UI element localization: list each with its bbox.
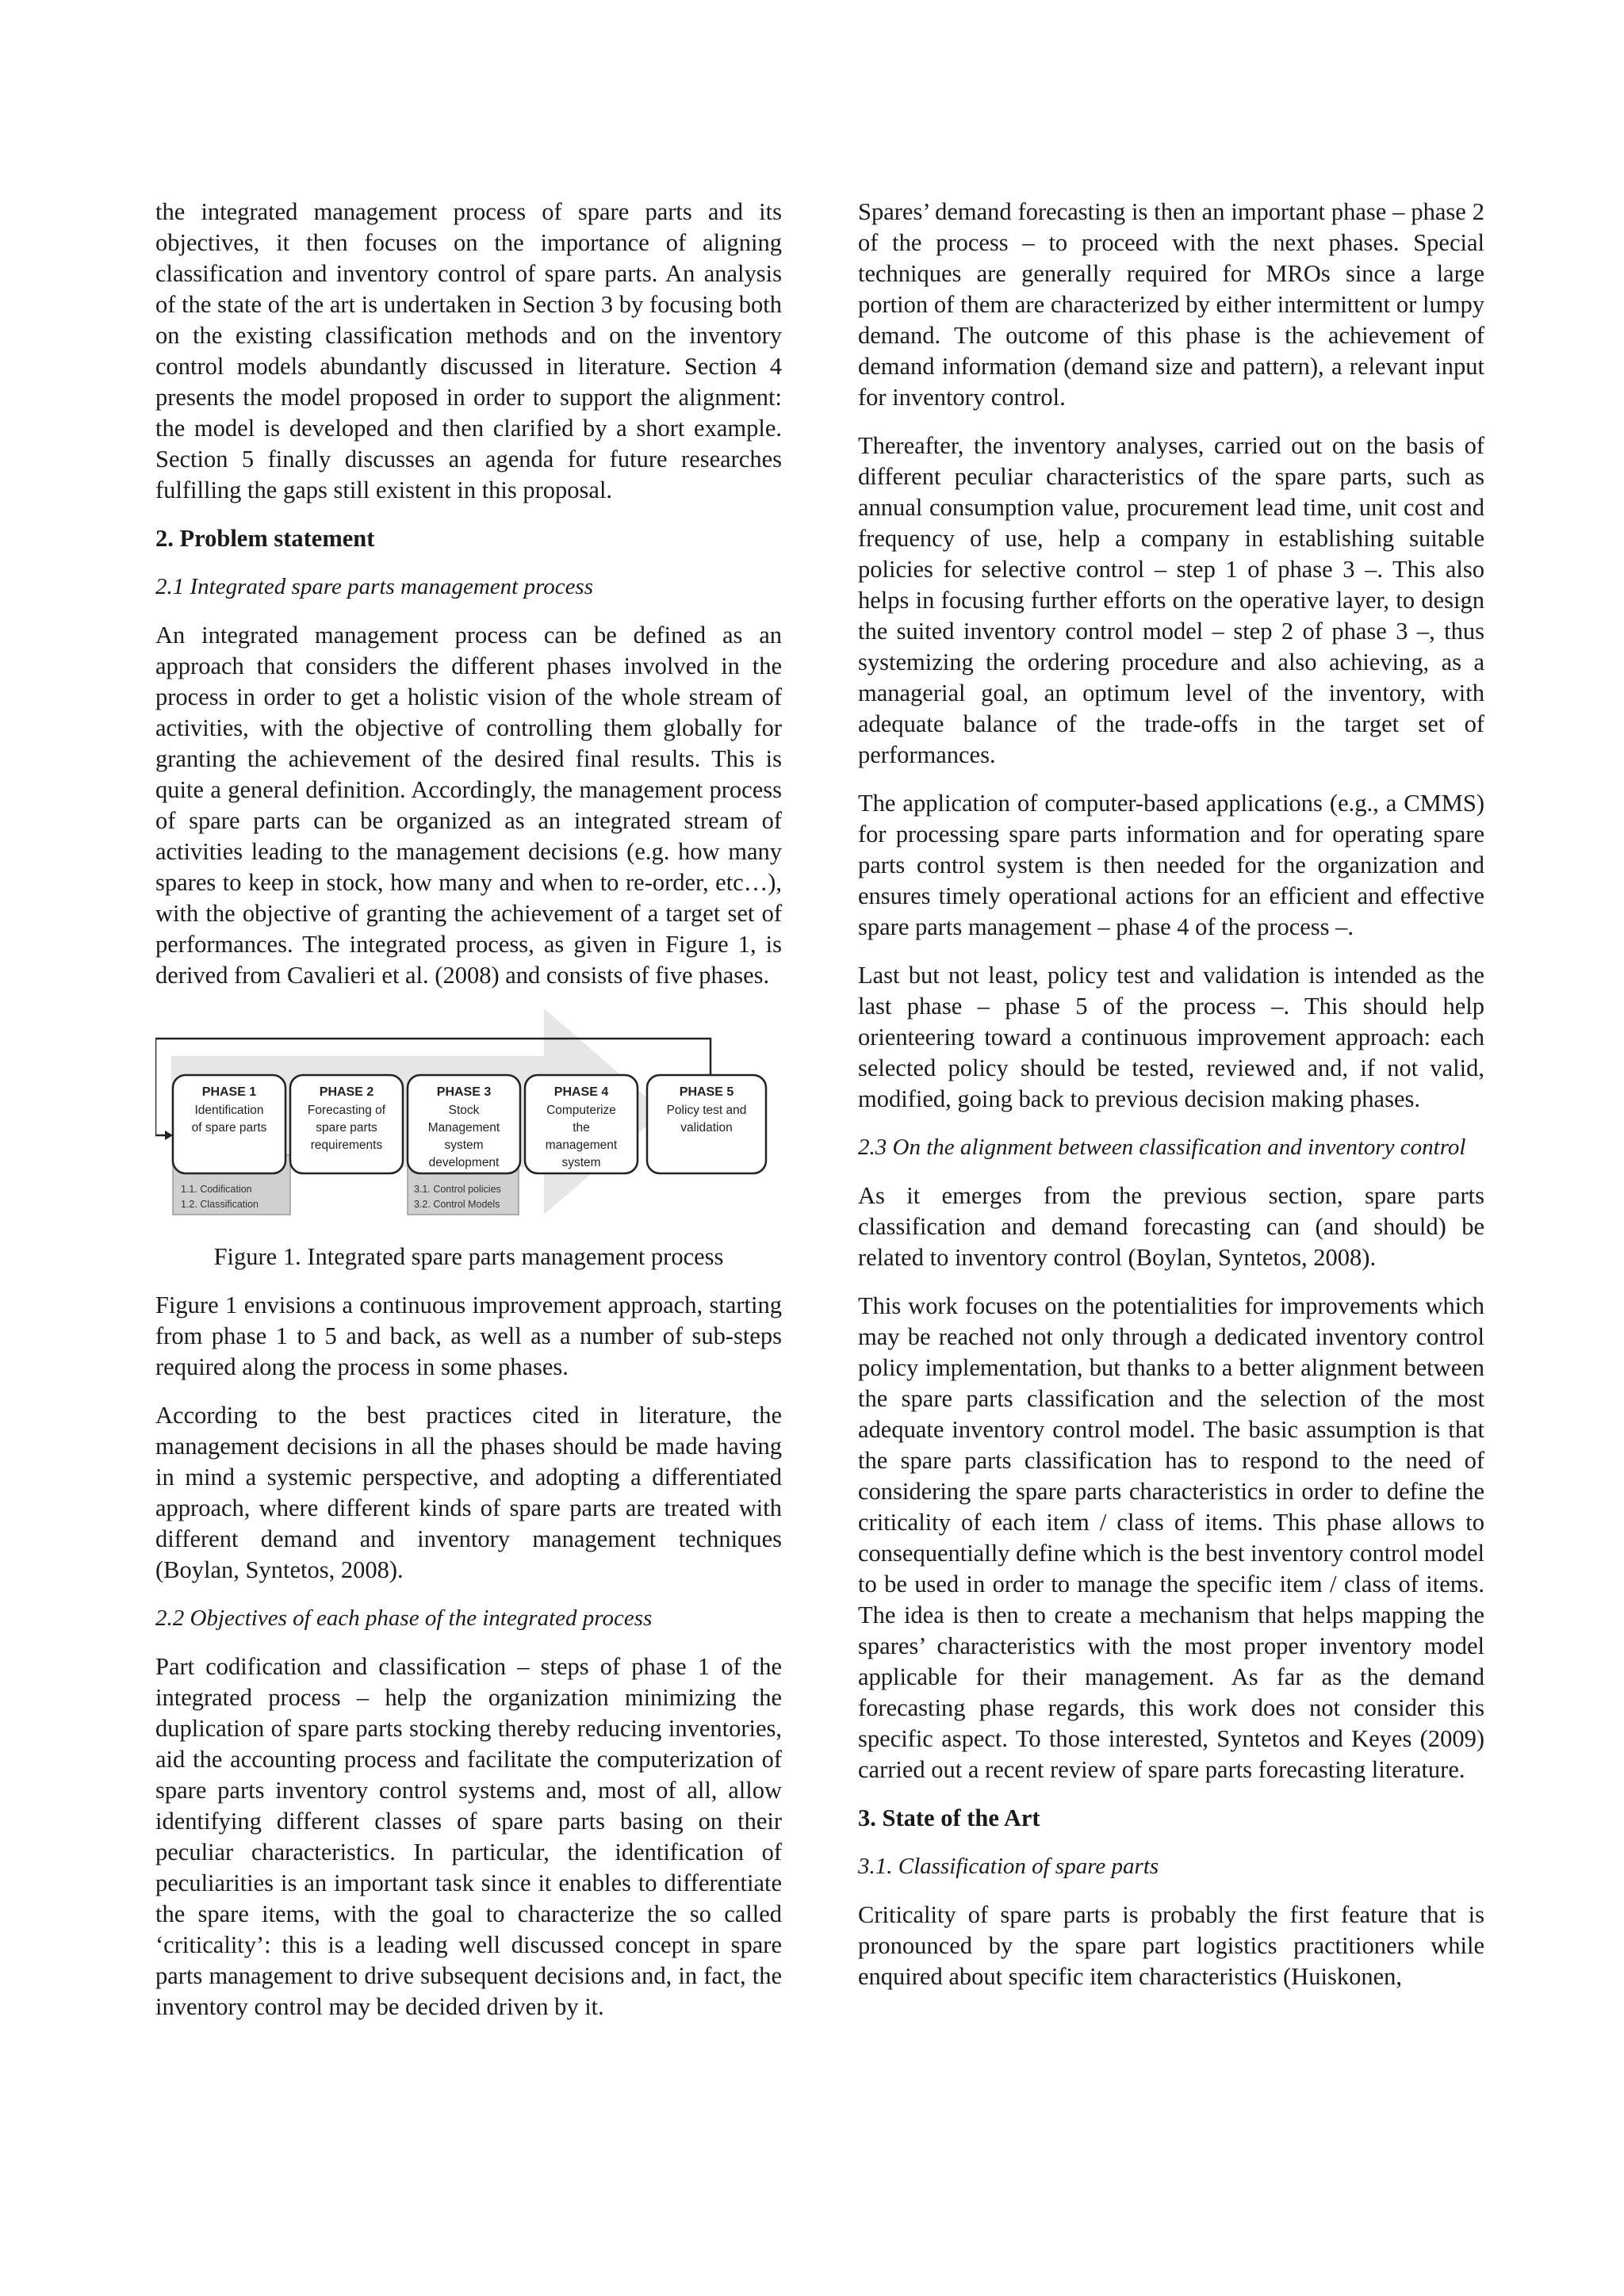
phase-description: development (428, 1156, 500, 1169)
phase-description: of spare parts (191, 1121, 267, 1135)
figure-1 (155, 1008, 782, 1230)
paragraph: This work focuses on the potentialities for improvements which may be reached not only through a dedicated inventory control policy implementation, but thanks to a better alignment between the spare parts classification and the selection of the most adequate inventory control model. The basic assumption is that the spare parts classification has to respond to the need of considering the spare parts characteristics in order to define the criticality of each item / class of items. This phase allows to consequentially define which is the best inventory control model to be used in order to manage the specific item / class of items. The idea is then to create a mechanism that helps mapping the spares’ characteristics with the most proper inventory model applicable for their management. As far as the demand forecasting phase regards, this work does not consider this specific aspect. To those interested, Syntetos and Keyes (2009) carried out a recent review of spare parts forecasting literature. (858, 1292, 1484, 1783)
phase-title: PHASE 1 (201, 1085, 257, 1099)
phase-description: Identification (194, 1104, 264, 1117)
phase-description: system (561, 1156, 601, 1169)
phase-description: system (444, 1138, 484, 1152)
paragraph: Criticality of spare parts is probably the first feature that is pronounced by the spare part logistics practitioners while enquired about specific item characteristics (Huiskonen, (858, 1901, 1484, 1990)
paragraph: According to the best practices cited in literature, the management decisions in all the phases should be made having in mind a systemic perspective, and adopting a differentiated approach, where different kinds of spare parts are treated with different demand and inventory management techniques (Boylan, Syntetos, 2008). (155, 1402, 782, 1583)
paragraph: the integrated management process of spare parts and its objectives, it then focuses on the importance of aligning classification and inventory control of spare parts. An analysis of the state of the art is undertaken in Section 3 by focusing both on the existing classification methods and on the inventory control models abundantly discussed in literature. Section 4 presents the model proposed in order to support the alignment: the model is developed and then clarified by a short example. Section 5 finally discusses an agenda for future researches fulfilling the gaps still existent in this proposal. (155, 198, 782, 503)
phase-description: Policy test and (666, 1104, 747, 1117)
phase-title: PHASE 2 (319, 1085, 374, 1099)
substep-label: 3.2. Control Models (414, 1199, 500, 1210)
paragraph: As it emerges from the previous section, spare parts classification and demand forecasting can (and should) be related to inventory control (Boylan, Syntetos, 2008). (858, 1182, 1484, 1271)
phase-title: PHASE 4 (553, 1085, 609, 1099)
section-title: 3. State of the Art (858, 1804, 1040, 1831)
paragraph: Last but not least, policy test and validation is intended as the last phase – phase 5 of the process –. This should help orienteering toward a continuous improvement approach: each selected policy should be tested, reviewed and, if not valid, modified, going back to previous decision making phases. (858, 962, 1484, 1112)
phase-description: Management (427, 1121, 500, 1135)
paragraph: Thereafter, the inventory analyses, carried out on the basis of different peculiar characteristics of the spare parts, such as annual consumption value, procurement lead time, unit cost and frequency of use, help a company in establishing suitable policies for selective control – step 1 of phase 3 –. This also helps in focusing further efforts on the operative layer, to design the suited inventory control model – step 2 of phase 3 –, thus systemizing the ordering procedure and also achieving, as a managerial goal, an optimum level of the inventory, with adequate balance of the trade-offs in the target set of performances. (858, 432, 1484, 768)
subsection-title: 2.2 Objectives of each phase of the integrated process (155, 1605, 653, 1631)
process-diagram (155, 1008, 782, 1230)
phase-title: PHASE 5 (679, 1085, 734, 1099)
left-column (155, 197, 782, 2040)
section-title: 2. Problem statement (155, 525, 375, 552)
phase-description: requirements (310, 1138, 383, 1152)
phase-description: management (545, 1138, 618, 1152)
subsection-title: 3.1. Classification of spare parts (858, 1854, 1159, 1879)
paragraph: An integrated management process can be defined as an approach that considers the different phases involved in the process in order to get a holistic vision of the whole stream of activities, with the objective of controlling them globally for granting the achievement of the desired final results. This is quite a general definition. Accordingly, the management process of spare parts can be organized as an integrated stream of activities leading to the management decisions (e.g. how many spares to keep in stock, how many and when to re-order, etc…), with the objective of granting the achievement of a target set of performances. The integrated process, as given in Figure 1, is derived from Cavalieri et al. (2008) and consists of five phases. (155, 622, 782, 989)
phase-description: validation (680, 1121, 733, 1135)
phase-description: Forecasting of (307, 1104, 386, 1117)
paragraph: Part codification and classification – steps of phase 1 of the integrated process – help the organization minimizing the duplication of spare parts stocking thereby reducing inventories, aid the accounting process and facilitate the computerization of spare parts inventory control systems and, most of all, allow identifying different classes of spare parts basing on their peculiar characteristics. In particular, the identification of peculiarities is an important task since it enables to differentiate the spare items, with the goal to characterize the so called ‘criticality’: this is a leading well discussed concept in spare parts management to drive subsequent decisions and, in fact, the inventory control may be decided driven by it. (155, 1653, 782, 2020)
paragraph: Spares’ demand forecasting is then an important phase – phase 2 of the process – to proceed with the next phases. Special techniques are generally required for MROs since a large portion of them are characterized by either intermittent or lumpy demand. The outcome of this phase is the achievement of demand information (demand size and pattern), a relevant input for inventory control. (858, 198, 1484, 411)
substep-label: 1.2. Classification (181, 1199, 259, 1210)
subsection-title: 2.1 Integrated spare parts management process (155, 574, 594, 599)
phase-title: PHASE 3 (436, 1085, 492, 1099)
phase-description: the (573, 1121, 590, 1135)
paragraph: The application of computer-based applications (e.g., a CMMS) for processing spare parts information and for operating spare parts control system is then needed for the organization and ensures timely operational actions for an efficient and effective spare parts management – phase 4 of the process –. (858, 790, 1484, 940)
phase-description: Computerize (546, 1104, 616, 1117)
paragraph: Figure 1 envisions a continuous improvement approach, starting from phase 1 to 5 and back, as well as a number of sub-steps required along the process in some phases. (155, 1292, 782, 1380)
phase-description: Stock (448, 1104, 480, 1117)
phase-description: spare parts (316, 1121, 377, 1135)
subsection-title: 2.3 On the alignment between classification and inventory control (858, 1135, 1466, 1160)
substep-label: 3.1. Control policies (414, 1184, 501, 1195)
right-column (858, 197, 1484, 2010)
substep-label: 1.1. Codification (181, 1184, 252, 1195)
figure-caption: Figure 1. Integrated spare parts management process (213, 1243, 724, 1270)
